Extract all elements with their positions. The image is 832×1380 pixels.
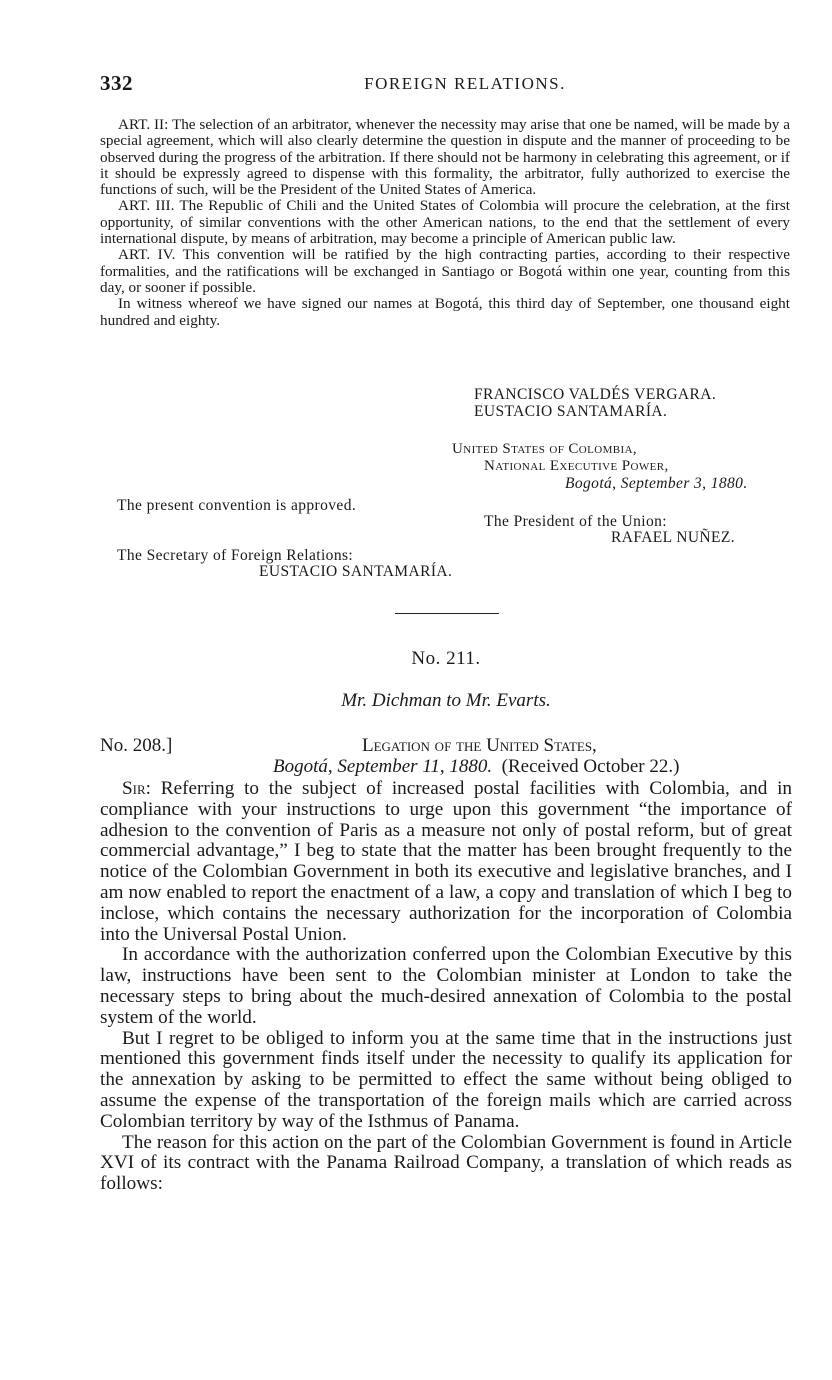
page-number: 332 bbox=[100, 71, 133, 95]
article-label: ART. II: bbox=[118, 116, 169, 133]
paragraph bbox=[100, 779, 792, 945]
paragraph: The reason for this action on the part of the Colombian Government is found in Article XVI of its contract with the Panama Railroad Company, a translation of which reads as follows: bbox=[100, 1131, 792, 1195]
treaty-articles bbox=[100, 117, 790, 329]
approval-text: The present convention is approved. bbox=[117, 497, 357, 514]
date-line bbox=[273, 757, 793, 778]
section-divider bbox=[395, 613, 499, 614]
document-title: Mr. Dichman to Mr. Evarts. bbox=[341, 690, 551, 711]
secretary-name: EUSTACIO SANTAMARÍA. bbox=[259, 563, 453, 580]
paragraph-text: Referring to the subject of increased postal facilities with Colombia, and in compliance with your instructions to urge upon this government “the importance of adhesion to the convention of Paris as a measure not only of postal reform, but of great commercial advantage,” I beg to state that the matter has been brought frequently to the notice of the Colombian Government in both its executive and legislative branches, and I am now enabled to report the enactment of a law, a copy and translation of which I beg to inclose, which contains the necessary authorization for the incorporation of Colombia into the Universal Postal Union. bbox=[100, 778, 793, 945]
article-label: ART. IV. bbox=[118, 246, 176, 264]
article-2 bbox=[100, 117, 790, 198]
signatory-1: FRANCISCO VALDÉS VERGARA. bbox=[474, 386, 717, 403]
letter-date: Bogotá, September 11, 1880. bbox=[273, 756, 493, 777]
paragraph: But I regret to be obliged to inform you at the same time that in the instructions just mentioned this government finds itself under the necessity to qualify its application for the annexation by asking to be permitted to effect the same without being obliged to assume the expense of the transportation of the foreign mails which are carried across Colombian territory by way of the Isthmus of Panama. bbox=[100, 1027, 792, 1132]
article-text: The Republic of Chili and the United States of Colombia will procure the celebration, at the first opportunity, of similar conventions with the other American nations, to the end that the settlement of every international dispute, by means of arbitration, may become a principle of American public law. bbox=[100, 197, 790, 248]
salutation: Sir: bbox=[122, 778, 152, 799]
article-text: The selection of an arbitrator, whenever the necessity may arise that one be named, will be made by a special agreement, which will also clearly determine the question in dispute and the manner of proceeding to be observed during the progress of the arbitration. If there should not be harmony in celebrating this agreement, or if it should be expressly agreed to dispense with this formality, the arbitrator, fully authorized to exercise the functions of such, will be the President of the United States of America. bbox=[100, 116, 790, 199]
running-title: FOREIGN RELATIONS. bbox=[364, 74, 566, 93]
approval-place-2: National Executive Power, bbox=[484, 458, 669, 474]
article-4 bbox=[100, 247, 790, 296]
signatory-2: EUSTACIO SANTAMARÍA. bbox=[474, 403, 668, 420]
legation-line: Legation of the United States, bbox=[362, 735, 597, 756]
letter-body bbox=[100, 779, 792, 1195]
page-header bbox=[100, 71, 800, 97]
approval-date: Bogotá, September 3, 1880. bbox=[565, 475, 748, 492]
article-label: ART. III. bbox=[118, 197, 175, 215]
secretary-label: The Secretary of Foreign Relations: bbox=[117, 547, 354, 564]
witness-clause: In witness whereof we have signed our names at Bogotá, this third day of September, one thousand eight hundred and eighty. bbox=[100, 295, 790, 329]
president-name: RAFAEL NUÑEZ. bbox=[611, 529, 736, 546]
approval-place-1: United States of Colombia, bbox=[452, 441, 638, 457]
ref-number: No. 208.] bbox=[100, 735, 173, 756]
paragraph: In accordance with the authorization conferred upon the Colombian Executive by this law, instructions have been sent to the Colombian minister at London to take the necessary steps to bring about the much-desired annexation of Colombia to the postal system of the world. bbox=[100, 944, 792, 1028]
article-3 bbox=[100, 198, 790, 247]
received-note: (Received October 22.) bbox=[501, 756, 680, 777]
document-number: No. 211. bbox=[411, 648, 481, 669]
president-label: The President of the Union: bbox=[484, 513, 667, 530]
article-text: This convention will be ratified by the high contracting parties, according to their respective formalities, and the ratifications will be exchanged in Santiago or Bogotá within one year, counting from this day, or sooner if possible. bbox=[100, 246, 790, 296]
